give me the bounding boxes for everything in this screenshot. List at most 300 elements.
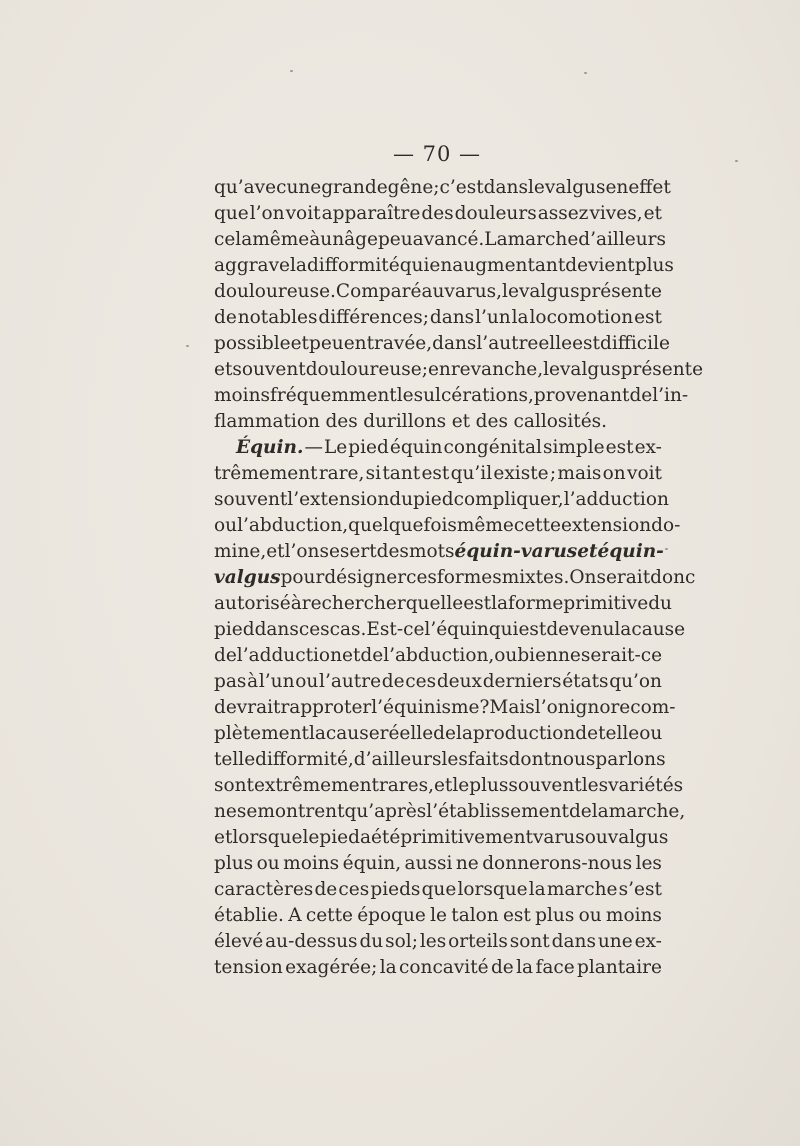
text-line (214, 669, 662, 695)
word: de (214, 307, 237, 328)
word: les (635, 853, 662, 874)
text-line (214, 851, 662, 877)
word: en (429, 255, 453, 276)
word: ces (406, 567, 437, 588)
word: âge (344, 229, 378, 250)
word: des (421, 203, 454, 224)
word: la (591, 801, 609, 822)
word: réelle (379, 723, 434, 744)
word: pas (214, 671, 247, 692)
paper-speck (735, 160, 738, 162)
word: l’établissement (426, 801, 569, 822)
word: Le (324, 437, 348, 458)
word: ou (584, 827, 608, 848)
word: la (491, 593, 509, 614)
text-line (214, 773, 684, 799)
word: rare, (318, 463, 365, 484)
word: varus, (444, 281, 503, 302)
word: le (527, 177, 545, 198)
word: quelquefois (348, 515, 457, 536)
text-line (214, 383, 689, 409)
word: est (421, 463, 450, 484)
word: do- (651, 515, 681, 536)
word: de (575, 723, 599, 744)
word: douleurs (454, 203, 537, 224)
word: l’un (258, 671, 295, 692)
word: ces (405, 671, 437, 692)
word: présente (620, 359, 704, 380)
word: à (290, 593, 302, 614)
word: extension (561, 515, 652, 536)
text-line (214, 279, 662, 305)
word: autorisé (214, 593, 291, 614)
word: sert (339, 541, 377, 562)
word: l’adduction (236, 645, 342, 666)
word: la (614, 619, 632, 640)
word: états (562, 671, 609, 692)
word: cette (305, 905, 353, 926)
word: du (389, 489, 414, 510)
word: ignore (569, 697, 631, 718)
word: voit (285, 203, 321, 224)
word: parlons (595, 749, 666, 770)
word: cause (325, 723, 380, 744)
word: se (236, 801, 258, 822)
word: grande (321, 177, 388, 198)
word: une (286, 177, 322, 198)
word: Mais (489, 697, 535, 718)
word: mais (557, 463, 602, 484)
text-line (214, 461, 662, 487)
text-line (214, 565, 696, 591)
word: telle (214, 749, 256, 770)
word: ; (549, 463, 557, 484)
word: l’in- (652, 385, 689, 406)
word: dans (429, 307, 475, 328)
word: c’est (439, 177, 484, 198)
word: les (396, 385, 424, 406)
word: face (535, 957, 575, 978)
word: rechercher (301, 593, 406, 614)
word: la (455, 723, 473, 744)
word: la (379, 957, 397, 978)
word: devient (565, 255, 635, 276)
word: pied (214, 619, 255, 640)
word: les (581, 775, 609, 796)
word: de (214, 645, 237, 666)
word: des (325, 411, 358, 432)
word: des (475, 411, 508, 432)
word: ou (639, 723, 663, 744)
word: et (214, 359, 233, 380)
text-line (214, 955, 662, 981)
word: et (214, 827, 233, 848)
word: cette (513, 515, 561, 536)
word: Comparé (335, 281, 422, 302)
word: orteils (448, 931, 508, 952)
word: du (648, 593, 672, 614)
word: exagérée; (285, 957, 378, 978)
word: élevé (214, 931, 264, 952)
word: équin, (342, 853, 402, 874)
word: ou (295, 671, 319, 692)
text-line (214, 825, 669, 851)
word: plus (214, 853, 254, 874)
word: serait (596, 567, 651, 588)
word: se (319, 541, 340, 562)
word: l’équinisme? (371, 697, 490, 718)
word: le (430, 905, 448, 926)
word: est (463, 593, 492, 614)
word: même (252, 229, 310, 250)
word: elle (538, 333, 573, 354)
word: pour (280, 567, 325, 588)
word: locomotion (529, 307, 634, 328)
word: devrait (214, 697, 281, 718)
word: et (451, 411, 471, 432)
word: lorsque (232, 827, 303, 848)
word: com- (630, 697, 676, 718)
word: dans (551, 931, 596, 952)
word: revanche, (450, 359, 544, 380)
paper-speck (665, 548, 668, 550)
word: à (309, 229, 321, 250)
word: Équin. (236, 437, 304, 458)
text-line (214, 643, 662, 669)
word: provenant (533, 385, 630, 406)
word: un (320, 229, 345, 250)
word: serait-ce (580, 645, 663, 666)
paper-speck (290, 70, 293, 72)
word: dont (508, 749, 551, 770)
text-line (214, 695, 676, 721)
word: souvent (232, 359, 306, 380)
word: rapproter (280, 697, 372, 718)
word: l’adduction (563, 489, 669, 510)
word: en (427, 359, 451, 380)
word: souvent (214, 489, 288, 510)
word: équin- (597, 541, 664, 562)
text-line (214, 591, 672, 617)
word: marche (507, 229, 579, 250)
word: tension (214, 957, 283, 978)
word: s’est (618, 879, 662, 900)
word: différences; (318, 307, 429, 328)
word: est (518, 619, 547, 640)
text-line (214, 721, 662, 747)
word: valgus (607, 827, 669, 848)
word: et (433, 775, 453, 796)
text-line (214, 617, 686, 643)
word: on (602, 463, 626, 484)
word: cela (214, 229, 253, 250)
word: augmentant (452, 255, 566, 276)
word: pied (413, 489, 454, 510)
word: au (421, 281, 445, 302)
word: l’autre (476, 333, 539, 354)
word: la (308, 723, 326, 744)
word: nous (550, 749, 596, 770)
word: notables (237, 307, 318, 328)
word: ou (214, 515, 238, 536)
paper-speck (186, 345, 189, 347)
word: On (569, 567, 597, 588)
word: les (441, 749, 468, 770)
text-line (214, 929, 662, 955)
word: ex- (634, 931, 662, 952)
word: valgus (544, 177, 606, 198)
word: callosités. (513, 411, 608, 432)
word: mots (408, 541, 455, 562)
word: rares, (378, 775, 434, 796)
word: ne (557, 645, 581, 666)
word: plantaire (577, 957, 662, 978)
word: production (472, 723, 576, 744)
word: est (502, 905, 531, 926)
word: ces (338, 879, 370, 900)
word: ne (214, 801, 237, 822)
word: l’équin (424, 619, 489, 640)
page-number: — 70 — (392, 142, 482, 166)
text-line (214, 201, 662, 227)
word: voit (627, 463, 662, 484)
word: la (290, 255, 307, 276)
word: et (342, 645, 361, 666)
word: mixtes. (501, 567, 570, 588)
word: valgus (214, 567, 281, 588)
word: moins (214, 385, 271, 406)
word: aussi (404, 853, 453, 874)
word: mine, (214, 541, 267, 562)
word: dans (432, 333, 477, 354)
word: ex- (634, 437, 662, 458)
word: la (528, 879, 546, 900)
word: telle (598, 723, 640, 744)
word: qui (399, 255, 430, 276)
word: tant (382, 463, 421, 484)
word: de (629, 385, 653, 406)
word: sol; (385, 931, 418, 952)
word: équin (389, 437, 443, 458)
word: possible (214, 333, 291, 354)
word: pied (348, 437, 389, 458)
word: des (376, 541, 409, 562)
word: présente (579, 281, 662, 302)
word: qu’avec (214, 177, 287, 198)
word: Est-ce (366, 619, 425, 640)
word: ou (578, 905, 602, 926)
word: formes (436, 567, 502, 588)
word: assez (537, 203, 589, 224)
text-line (214, 409, 662, 435)
word: marche (546, 879, 618, 900)
text-line (214, 357, 704, 383)
word: plus (469, 775, 509, 796)
word: et (290, 333, 309, 354)
word: en (605, 177, 629, 198)
word: époque (357, 905, 426, 926)
word: donc (650, 567, 696, 588)
word: moins (605, 905, 662, 926)
word: une (597, 931, 633, 952)
text-line (214, 227, 666, 253)
word: l’extension (287, 489, 390, 510)
text-line (214, 903, 662, 929)
word: quelle (405, 593, 464, 614)
text-line (214, 487, 669, 513)
word: talon (451, 905, 499, 926)
word: l’on (284, 541, 320, 562)
word: ou (494, 645, 518, 666)
word: dans (254, 619, 299, 640)
body-text (214, 175, 704, 981)
word: pied (319, 827, 360, 848)
word: ou (256, 853, 280, 874)
word: existe (493, 463, 549, 484)
word: aggrave (214, 255, 290, 276)
word: forme (508, 593, 564, 614)
text-line (214, 799, 686, 825)
word: sont (509, 931, 550, 952)
word: la (511, 307, 529, 328)
word: primitivement (400, 827, 533, 848)
word: et (577, 541, 598, 562)
word: souvent (508, 775, 582, 796)
word: de (360, 645, 384, 666)
word: douloureuse. (214, 281, 336, 302)
word: le (302, 827, 320, 848)
word: équin-varus (454, 541, 578, 562)
word: est (634, 307, 662, 328)
word: le (502, 281, 519, 302)
word: durillons (363, 411, 447, 432)
word: le (543, 359, 560, 380)
word: congénital (443, 437, 542, 458)
word: de (568, 801, 592, 822)
word: qu’il (450, 463, 493, 484)
word: et (266, 541, 285, 562)
word: variétés (608, 775, 684, 796)
word: au-dessus (265, 931, 358, 952)
word: difformité (306, 255, 400, 276)
word: et (643, 203, 662, 224)
word: dans (483, 177, 528, 198)
word: les (419, 931, 447, 952)
word: avancé. (412, 229, 485, 250)
text-line (214, 175, 671, 201)
word: cause (631, 619, 686, 640)
word: devenu (546, 619, 615, 640)
text-line (214, 539, 662, 565)
word: valgus (559, 359, 621, 380)
word: montrent (257, 801, 345, 822)
word: de (433, 723, 456, 744)
word: compliquer, (453, 489, 564, 510)
word: vives, (589, 203, 643, 224)
word: l’on (249, 203, 285, 224)
word: ulcérations, (423, 385, 534, 406)
text-line (214, 253, 674, 279)
text-line (214, 331, 670, 357)
word: d’ailleurs (578, 229, 666, 250)
word: le (452, 775, 470, 796)
word: extrêmement (253, 775, 379, 796)
word: qu’on (609, 671, 662, 692)
word: de (381, 671, 405, 692)
word: derniers (482, 671, 562, 692)
word: — (304, 437, 323, 458)
word: est (572, 333, 600, 354)
word: qui (488, 619, 519, 640)
word: marche, (608, 801, 686, 822)
word: peu (377, 229, 413, 250)
word: l’on (534, 697, 570, 718)
text-line (214, 747, 666, 773)
word: entravée, (343, 333, 433, 354)
word: valgus (518, 281, 580, 302)
word: gêne; (387, 177, 440, 198)
word: été (370, 827, 401, 848)
word: concavité (399, 957, 489, 978)
word: plètement (214, 723, 309, 744)
word: établie. (214, 905, 284, 926)
word: cas. (329, 619, 367, 640)
word: moins (283, 853, 340, 874)
word: plus (634, 255, 674, 276)
text-line (214, 305, 662, 331)
word: sont (214, 775, 254, 796)
word: ces (298, 619, 330, 640)
word: simple (542, 437, 605, 458)
word: l’un (475, 307, 511, 328)
word: l’abduction, (237, 515, 349, 536)
word: varus (532, 827, 585, 848)
word: d’ailleurs (353, 749, 442, 770)
word: de (490, 957, 514, 978)
word: primitive (563, 593, 649, 614)
word: a (359, 827, 371, 848)
word: flammation (214, 411, 320, 432)
word: effet (628, 177, 671, 198)
text-line (214, 435, 662, 461)
text-line (214, 513, 681, 539)
word: même (456, 515, 514, 536)
word: caractères (214, 879, 314, 900)
word: plus (535, 905, 575, 926)
paper-speck (584, 72, 587, 74)
word: la (516, 957, 534, 978)
word: l’abduction, (383, 645, 495, 666)
word: A (288, 905, 302, 926)
word: du (359, 931, 384, 952)
word: qu’après (344, 801, 427, 822)
word: désigner (324, 567, 407, 588)
word: lorsque (457, 879, 528, 900)
text-line (214, 877, 662, 903)
word: que (214, 203, 249, 224)
word: à (247, 671, 259, 692)
word: douloureuse; (305, 359, 428, 380)
word: apparaître (321, 203, 421, 224)
word: pieds (370, 879, 421, 900)
word: La (484, 229, 508, 250)
word: si (365, 463, 382, 484)
word: de (314, 879, 338, 900)
word: l’autre (319, 671, 382, 692)
word: difformité, (255, 749, 354, 770)
word: donnerons-nous (482, 853, 633, 874)
word: faits (467, 749, 509, 770)
